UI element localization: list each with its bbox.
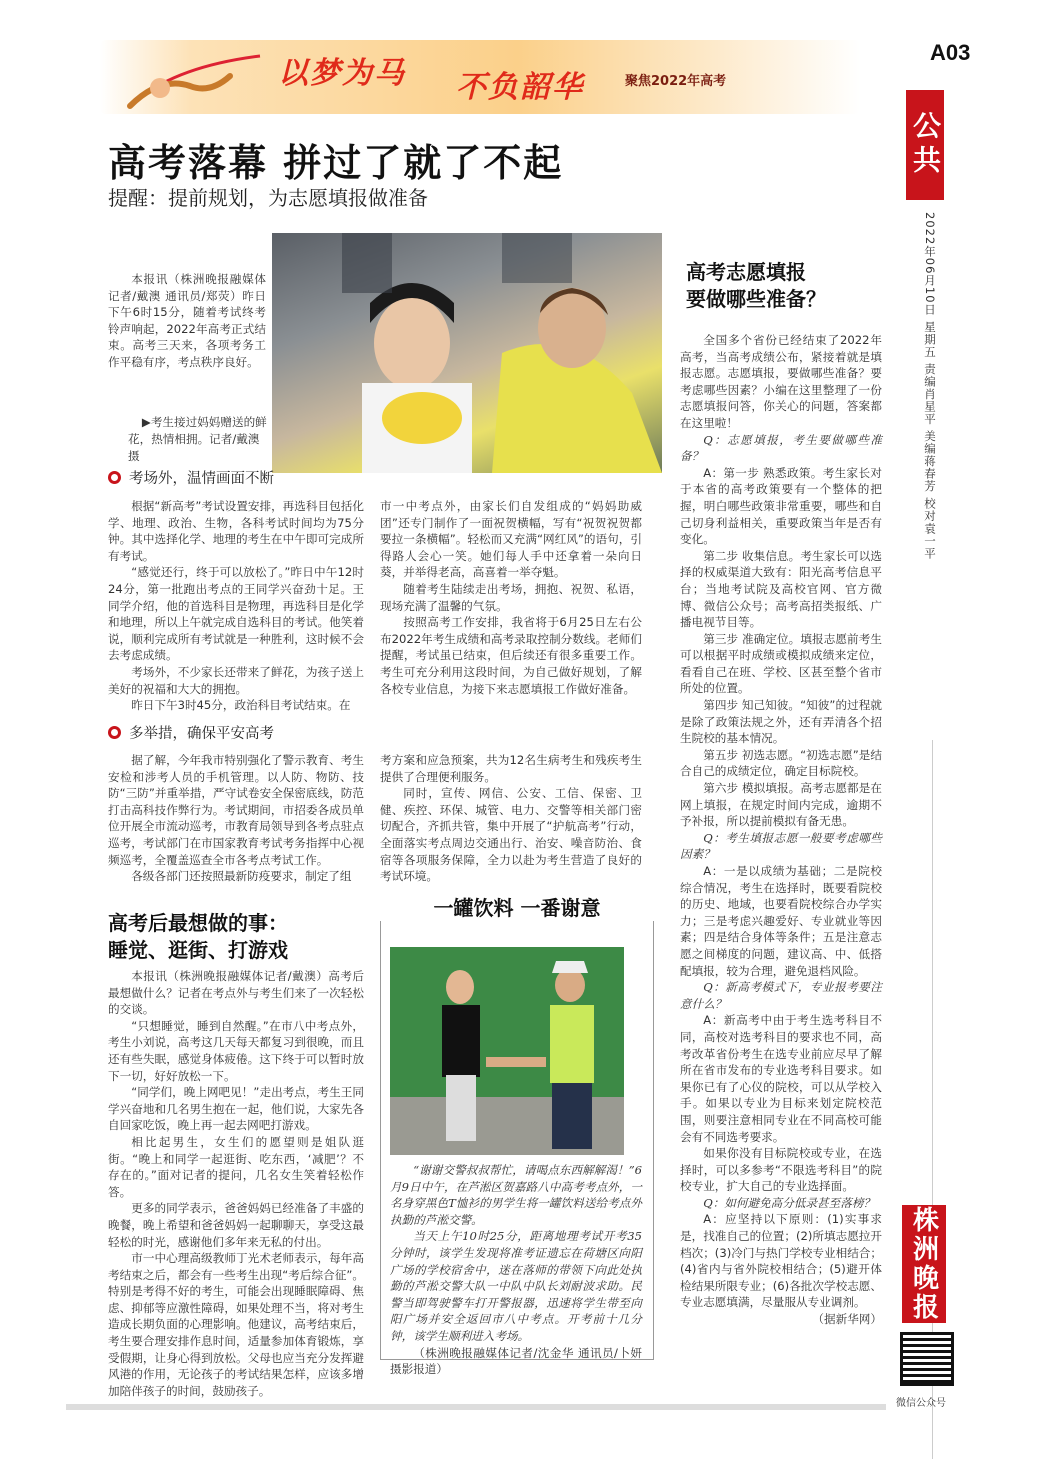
box-body [390, 1162, 642, 1378]
story2-title-line2: 睡觉、逛街、打游戏 [108, 938, 288, 962]
paragraph: “只想睡觉，睡到自然醒。”在市八中考点外，考生小刘说，高考这几天每天都复习到很晚，而且还有些失眠，感觉身体疲倦。这下终于可以暂时放下一切，好好放松一下。 [108, 1018, 364, 1083]
paragraph: 更多的同学表示，爸爸妈妈已经准备了丰盛的晚餐，晚上希望和爸爸妈妈一起聊聊天，享受这最轻松的时光，感谢他们多年来无私的付出。 [108, 1201, 364, 1249]
paragraph: 随着考生陆续走出考场，拥抱、祝贺、私语，现场充满了温馨的气氛。 [380, 581, 642, 613]
page-number: A03 [930, 40, 971, 65]
paragraph: 第三步 准确定位。填报志愿前考生可以根据平时成绩或模拟成绩来定位，看看自己在班、学校、区甚至整个省市所处的位置。 [680, 631, 882, 696]
paragraph: 考场外，不少家长还带来了鲜花，为孩子送上美好的祝福和大大的拥抱。 [108, 664, 364, 696]
paragraph: 同时，宣传、网信、公安、工信、保密、卫健、疾控、环保、城管、电力、交警等相关部门密切配合，齐抓共管，集中开展了“护航高考”行动，全面落实考点周边交通出行、治安、噪音防治、食宿等各项服务保障，全力以赴为考生营造了良好的考试环境。 [380, 786, 642, 884]
story2-body [108, 968, 364, 1399]
banner [100, 40, 860, 114]
question: Q：新高考模式下，专业报考要注意什么？ [680, 980, 882, 1011]
right-title-line1: 高考志愿填报 [686, 260, 806, 284]
paragraph: 各级各部门还按照最新防疫要求，制定了组 [131, 869, 352, 884]
photo-caption: ▶考生接过妈妈赠送的鲜花，热情相拥。记者/戴澳 摄 [128, 415, 267, 463]
bullet-circle-icon [108, 471, 121, 484]
paragraph: 当天上午10时25分，距离地理考试开考35分钟时，该学生发现将准考证遗忘在荷塘区向阳广场的学校宿舍中，迷在落师的带领下向此处执勤的芦淞交警大队一中队中队长刘耐波求助。民警当即驾驶警车打开警报器，迅速将学生带至向阳广场并安全返回市八中考点。开考前十几分钟，该学生顺利进入考场。 [390, 1229, 642, 1343]
sec2-column-2 [380, 752, 642, 885]
paragraph: 昨日下午3时45分，政治科目考试结束。在 [131, 698, 351, 713]
paragraph: 全国多个省份已经结束了2022年高考，当高考成绩公布，紧接着就是填报志愿。志愿填报，要做哪些准备？要考虑哪些因素？小编在这里整理了一份志愿填报问答，你关心的问题，答案都在这里啦！ [680, 333, 882, 430]
paragraph: 据了解，今年我市特别强化了警示教育、考生安检和涉考人员的手机管理。以人防、物防、技防“三防”并重举措，严守试卷安全保密底线，防范打击高科技作弊行为。考试期间，市招委各成员单位开展全市流动巡考，市教育局领导到各考点驻点巡考，考试部门在市国家教育考试考务指挥中心视频巡考，全覆盖巡查全市各考点考试工作。 [108, 753, 364, 867]
paragraph: A：新高考中由于考生选考科目不同，高校对选考科目的要求也不同，高考改革省份考生在选专业前应尽早了解所在省市发布的专业选考科目要求。如果你已有了心仪的院校，可以从学校入手。如果以专业为目标来划定院校范围，则要注意相同专业在不同高校可能会有不同选考要求。 [680, 1013, 882, 1144]
paragraph: “同学们，晚上网吧见！”走出考点，考生王同学兴奋地和几名男生抱在一起，他们说，大家先各自回家吃饭，晚上再一起去网吧打游戏。 [108, 1085, 364, 1133]
bottom-rule [66, 1404, 886, 1410]
banner-focus: 聚焦2022年高考 [625, 74, 727, 89]
masthead: 株洲晚报 [902, 1205, 946, 1323]
box-title: 一罐饮料 一番谢意 [380, 892, 654, 921]
paragraph: 按照高考工作安排，我省将于6月25日左右公布2022年考生成绩和高考录取控制分数线。老师们提醒，考试虽已结束，但后续还有很多重要工作。考生可充分利用这段时间，为自己做好规划，了解各校专业信息，为接下来志愿填报工作做好准备。 [380, 615, 642, 696]
question: Q：如何避免高分低录甚至落榜？ [703, 1195, 876, 1210]
pen-hand-icon [120, 46, 270, 110]
lead-paragraph: 本报讯（株洲晚报融媒体记者/戴澳 通讯员/郑荧）昨日下午6时15分，随着考试终考铃声响起，2022年高考正式结束。高考三天来，各项考务工作平稳有序，考点秩序良好。 [108, 272, 266, 369]
source: （据新华网） [812, 1312, 882, 1327]
paragraph: 如果你没有目标院校或专业，在选择时，可以多参考“不限选考科目”的院校专业，扩大自己的专业选择面。 [680, 1146, 882, 1194]
subhead-safety [108, 722, 274, 743]
paragraph: 第四步 知己知彼。“知彼”的过程就是除了政策法规之外，还有弄清各个招生院校的基本情况。 [680, 698, 882, 746]
question: Q：志愿填报，考生要做哪些准备？ [680, 432, 882, 464]
paragraph: “谢谢交警叔叔帮忙，请喝点东西解解渴！”6月9日中午，在芦淞区贺嘉路八中高考考点外，一名身穿黑色T恤衫的男学生将一罐饮料送给考点外执勤的芦淞交警。 [390, 1163, 642, 1227]
photo-mother-daughter [272, 233, 662, 473]
bullet-circle-icon [108, 726, 121, 739]
paragraph: 市一中心理高级教师丁光术老师表示，每年高考结束之后，都会有一些考生出现“考后综合征”。特别是考得不好的考生，可能会出现睡眠障碍、焦虑、抑郁等应激性障碍，如果处理不当，将对考生造成长期负面的心理影响。他建议，高考结束后，考生要合理安排作息时间，适量参加体育锻炼，享受假期，让身心得到放松。父母也应当充分发挥避风港的作用，无论孩子的考试结果怎样，应该多增加陪伴孩子的时间，鼓励孩子。 [108, 1251, 364, 1398]
paragraph: 市一中考点外，由家长们自发组成的“妈妈助威团”还专门制作了一面祝贺横幅，写有“祝贺祝贺都要拉一条横幅”。轻松而又充满“网红风”的语句，引得路人会心一笑。她们每人手中还拿着一朵向日葵，并举得老高，高喜着一举夺魁。 [380, 499, 642, 580]
lead-text [108, 271, 266, 371]
right-title [686, 259, 826, 313]
story2-title [108, 910, 288, 964]
right-title-line2: 要做哪些准备？ [686, 287, 826, 311]
photo-traffic-police [390, 947, 624, 1155]
headline: 高考落幕 拼过了就了不起 [108, 141, 564, 185]
right-body [680, 332, 882, 1328]
question: Q：考生填报志愿一般要考虑哪些因素？ [680, 830, 882, 862]
story2-title-line1: 高考后最想做的事： [108, 911, 288, 935]
paragraph: “感觉还行，终于可以放松了。”昨日中午12时24分，第一批跑出考点的王同学兴奋劲十足。王同学介绍，他的首选科目是物理，再选科目是化学和地理，所以上午就完成自选科目的考试。他笑着说，顺利完成所有考试就是一种胜利，这时候不会去考虑成绩。 [108, 565, 364, 663]
sec1-column-2 [380, 498, 642, 697]
paragraph: 第二步 收集信息。考生家长可以选择的权威渠道大致有：阳光高考信息平台；当地考试院及高校官网、官方微博、微信公众号；高考高招类报纸、广播电视节目等。 [680, 548, 882, 630]
subhead-outside-exam [108, 467, 274, 488]
paragraph: A：应坚持以下原则：(1)实事求是，找准自己的位置；(2)所填志愿拉开档次；(3)冷门与热门学校专业相结合；(4)省内与省外院校相结合；(5)避开体检结果所限专业；(6)各批次学校志愿、专业志愿填满，尽量服从专业调剂。 [680, 1212, 882, 1310]
paragraph: （株洲晚报融媒体记者/沈金华 通讯员/卜妍 摄影报道） [390, 1345, 642, 1377]
paragraph: 根据“新高考”考试设置安排，再选科目包括化学、地理、政治、生物，各科考试时间均为75分钟。其中选择化学、地理的考生在中午即可完成所有考试。 [108, 499, 364, 563]
subheadline: 提醒：提前规划，为志愿填报做准备 [108, 186, 428, 210]
qr-code-icon [900, 1332, 954, 1386]
section-label: 公共 [906, 90, 944, 200]
banner-slogan-1: 以梦为马 [278, 56, 406, 91]
dateline: 2022年06月10日 星期五 责编肖星平 美编蒋春芳 校对袁一平 [923, 212, 937, 560]
banner-slogan-2: 不负韶华 [456, 70, 584, 105]
paragraph: A：一是以成绩为基础；二是院校综合情况，考生在选择时，既要看院校的历史、地域，也要看院校综合办学实力；三是考虑兴趣爱好、专业就业等因素；四是结合身体等条件；五是注意志愿之间梯度的问题，建议高、中、低搭配填报，较为合理，避免退档风险。 [680, 864, 882, 978]
paragraph: 考方案和应急预案，共为12名生病考生和残疾考生提供了合理便利服务。 [380, 753, 642, 784]
photo-illustration [390, 947, 624, 1155]
paragraph: 第五步 初选志愿。“初选志愿”是结合自己的成绩定位，确定目标院校。 [680, 747, 882, 779]
paragraph: A：第一步 熟悉政策。考生家长对于本省的高考政策要有一个整体的把握，明白哪些政策非常重要，哪些和自己切身利益相关，重要政策当年是否有变化。 [680, 465, 882, 547]
sec2-column-1 [108, 752, 364, 885]
subhead-text: 多举措，确保平安高考 [129, 726, 274, 742]
sec1-column-1 [108, 498, 364, 714]
paragraph: 相比起男生，女生们的愿望则是姐队逛街。“晚上和同学一起逛街、吃东西，‘减肥’？不存在的。”面对记者的提问，几名女生笑着轻松作答。 [108, 1134, 364, 1199]
subhead-text: 考场外，温情画面不断 [129, 471, 274, 487]
paragraph: 本报讯（株洲晚报融媒体记者/戴澳）高考后最想做什么？记者在考点外与考生们来了一次轻松的交谈。 [108, 969, 364, 1017]
paragraph: 第六步 模拟填报。高考志愿都是在网上填报，在规定时间内完成，逾期不予补报，所以提前模拟有备无患。 [680, 781, 882, 829]
photo-illustration [272, 233, 662, 473]
qr-label: 微信公众号 [896, 1398, 946, 1409]
